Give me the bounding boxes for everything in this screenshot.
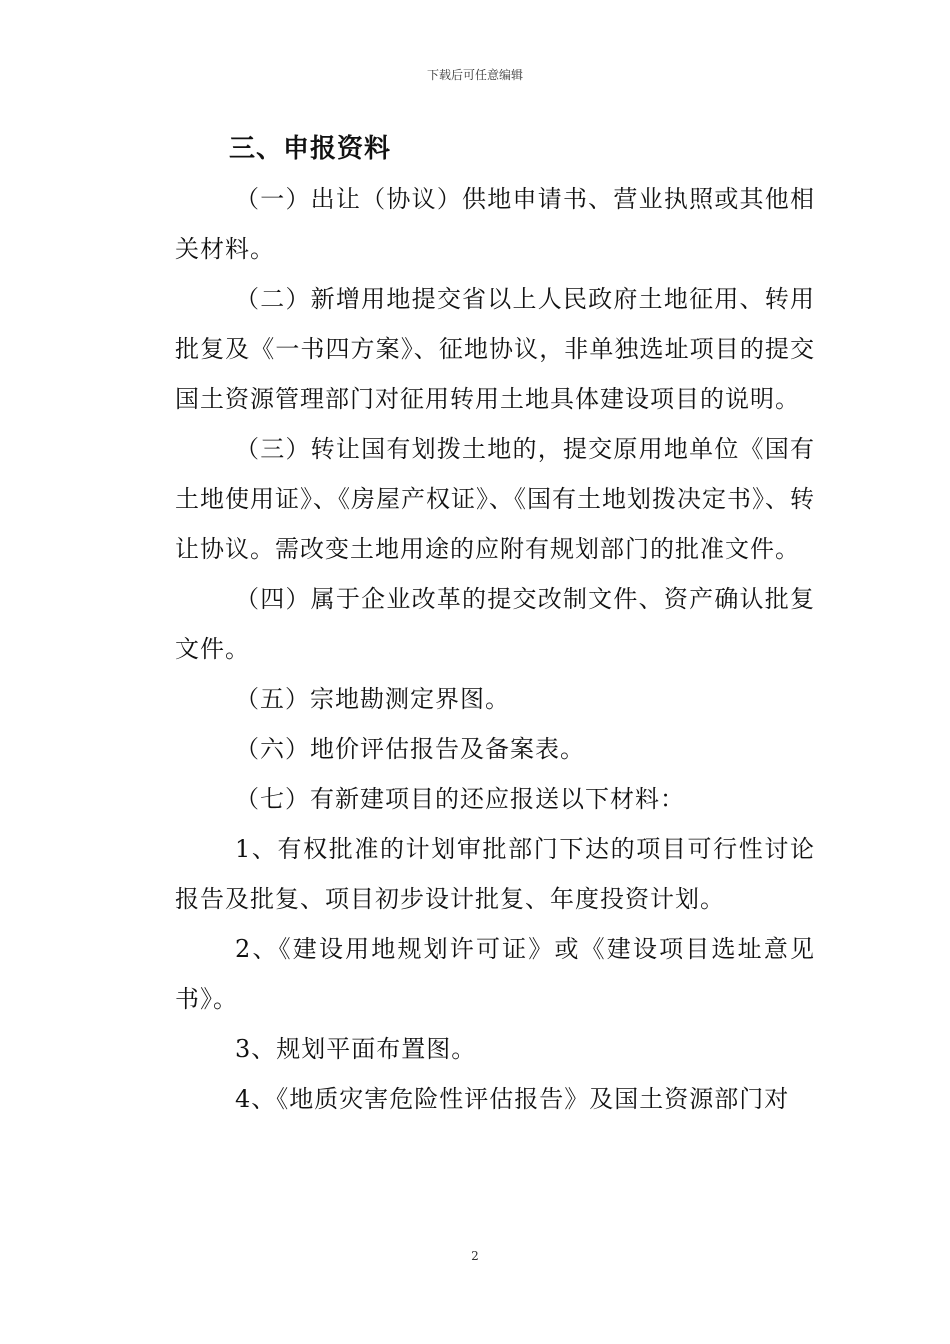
paragraph-1: （一）出让（协议）供地申请书、营业执照或其他相关材料。: [175, 185, 815, 263]
section-heading: 三、申报资料: [229, 134, 392, 164]
page-header: 下载后可任意编辑: [426, 68, 523, 82]
paragraph-11: 4、《地质灾害危险性评估报告》及国土资源部门对: [235, 1085, 790, 1113]
paragraph-3: （三）转让国有划拨土地的，提交原用地单位《国有土地使用证》、《房屋产权证》、《国有土地划拨决定书》、转让协议。需改变土地用途的应附有规划部门的批准文件。: [175, 435, 815, 563]
paragraph-7: （七）有新建项目的还应报送以下材料：: [235, 785, 685, 813]
paragraph-10: 3、规划平面布置图。: [235, 1035, 477, 1063]
paragraph-8: 1、有权批准的计划审批部门下达的项目可行性讨论报告及批复、项目初步设计批复、年度投资计划。: [175, 835, 815, 913]
page-number: 2: [471, 1249, 479, 1263]
paragraph-5: （五）宗地勘测定界图。: [235, 685, 510, 713]
paragraph-9: 2、《建设用地规划许可证》或《建设项目选址意见书》。: [175, 935, 815, 1013]
paragraph-2: （二）新增用地提交省以上人民政府土地征用、转用批复及《一书四方案》、征地协议，非单独选址项目的提交国土资源管理部门对征用转用土地具体建设项目的说明。: [175, 285, 815, 413]
document-body: [175, 124, 815, 1124]
paragraph-4: （四）属于企业改革的提交改制文件、资产确认批复文件。: [175, 585, 815, 663]
paragraph-6: （六）地价评估报告及备案表。: [235, 735, 585, 763]
